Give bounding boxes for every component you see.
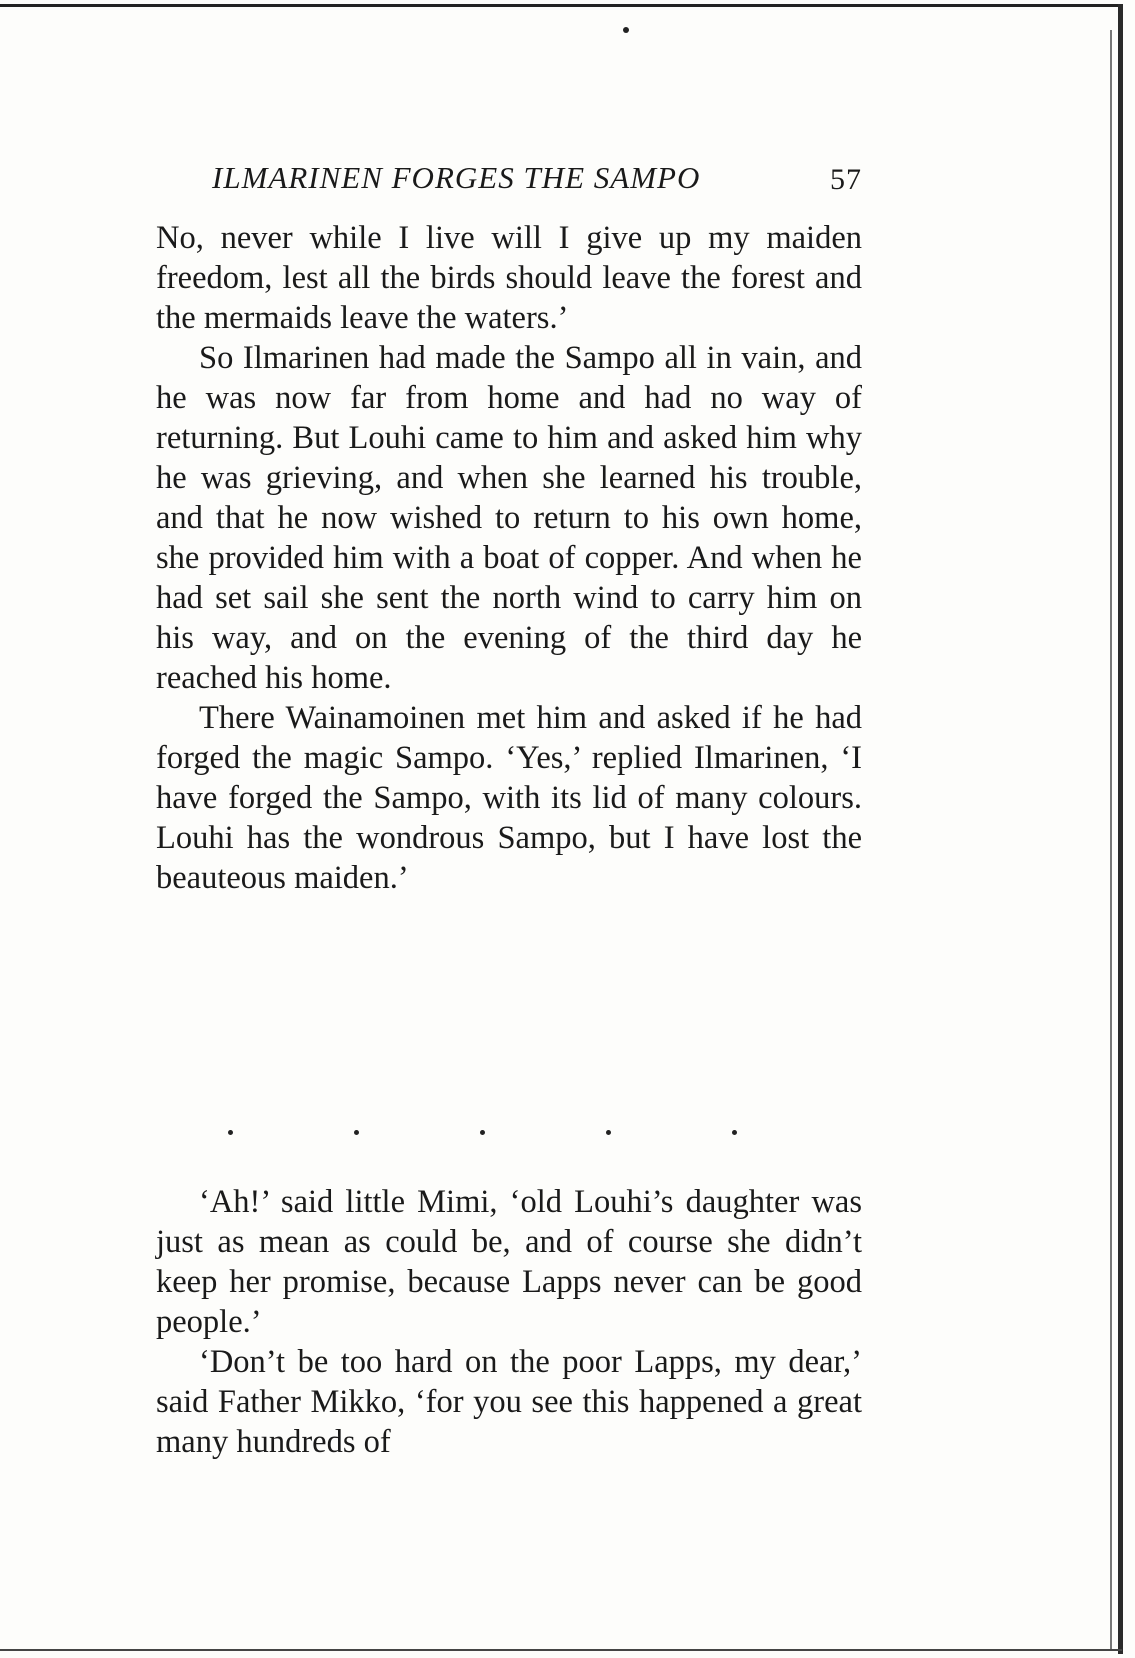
paragraph: There Wainamoinen met him and asked if he had forged the magic Sampo. ‘Yes,’ replied Ilmarinen, ‘I have forged the Sampo, with its lid of many colours. Louhi has the wondrous Sampo, but I have lost the beauteous maiden.’ [156,700,862,896]
page-number: 57 [830,163,862,196]
running-title: ILMARINEN FORGES THE SAMPO [212,160,701,195]
section-break-dot [228,1130,233,1135]
ink-speck [623,27,629,33]
running-header [212,155,862,201]
paragraph: No, never while I live will I give up my maiden freedom, lest all the birds should leave the forest and the mermaids leave the waters.’ [156,220,862,336]
section-break-dot [732,1130,737,1135]
page-gutter-line [1110,30,1112,1650]
section-break-dot [480,1130,485,1135]
body-text-before-break [156,218,862,898]
page-border-right [1118,4,1123,1654]
paragraph: So Ilmarinen had made the Sampo all in vain, and he was now far from home and had no way of returning. But Louhi came to him and asked him why he was grieving, and when she learned his trouble, and that he now wished to return to his own home, she provided him with a boat of copper. And when he had set sail she sent the north wind to carry him on his way, and on the evening of the third day he reached his home. [156,340,862,696]
section-break-dot [354,1130,359,1135]
section-break [156,1115,862,1155]
page-border-top [0,4,1122,7]
section-break-dot [606,1130,611,1135]
body-text-after-break [156,1182,862,1462]
paragraph: ‘Don’t be too hard on the poor Lapps, my dear,’ said Father Mikko, ‘for you see this happened a great many hundreds of [156,1344,862,1460]
paragraph: ‘Ah!’ said little Mimi, ‘old Louhi’s daughter was just as mean as could be, and of course she didn’t keep her promise, because Lapps never can be good people.’ [156,1184,862,1340]
page-border-bottom [0,1649,1122,1651]
